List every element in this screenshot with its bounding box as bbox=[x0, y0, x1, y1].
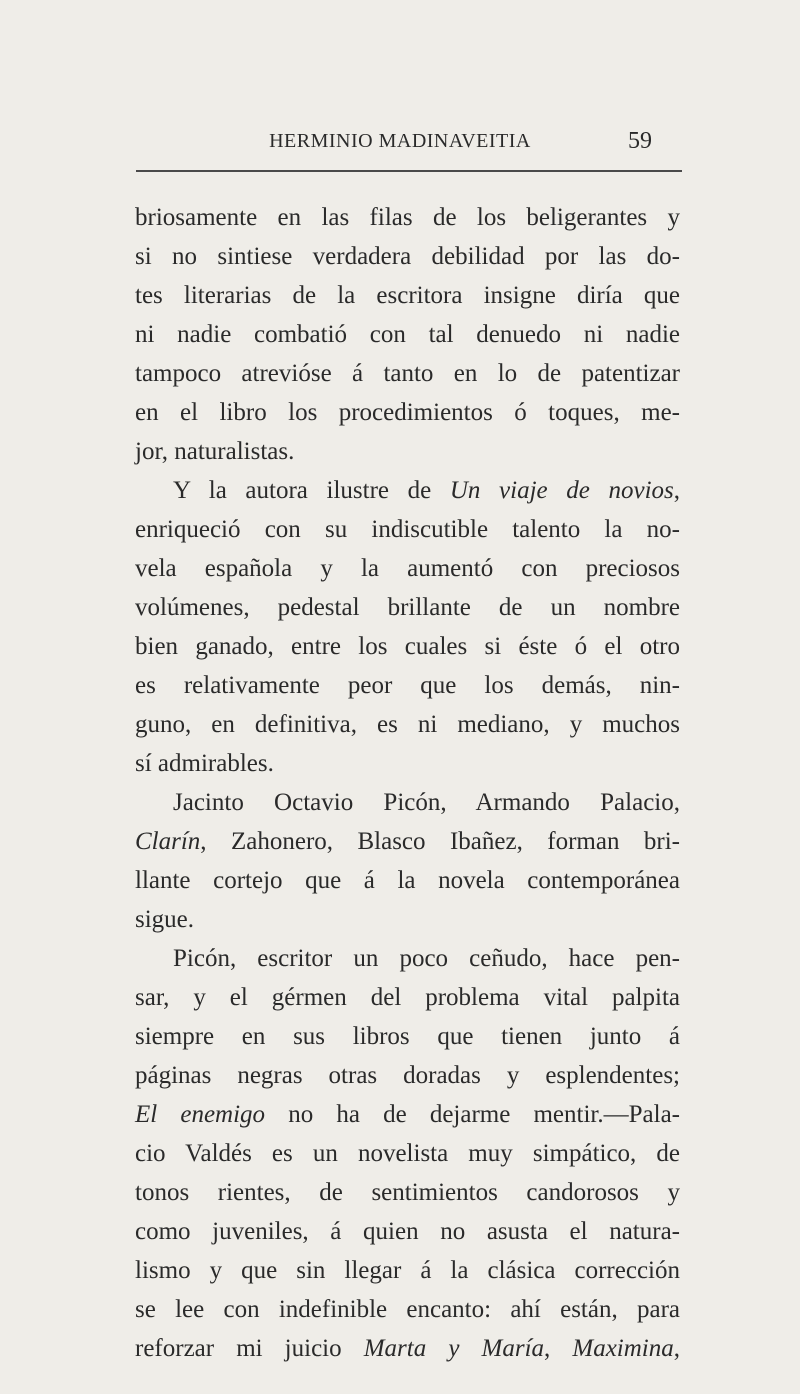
text-line: guno, en definitiva, es ni mediano, y muchos bbox=[135, 711, 680, 738]
text-line: cio Valdés es un novelista muy simpático, de bbox=[135, 1140, 680, 1167]
text-fragment: no ha de dejarme mentir.—Pala- bbox=[265, 1101, 680, 1128]
text-line: ni nadie combatió con tal denuedo ni nadie bbox=[135, 321, 680, 348]
book-title: Marta y María bbox=[363, 1335, 545, 1362]
text-line: bien ganado, entre los cuales si éste ó el otro bbox=[135, 633, 680, 660]
running-title: HERMINIO MADINAVEITIA bbox=[269, 130, 531, 152]
text-line: jor, naturalistas. bbox=[135, 438, 295, 465]
book-title: El enemigo bbox=[135, 1101, 266, 1128]
text-fragment: , bbox=[673, 477, 680, 504]
page-header bbox=[0, 128, 800, 158]
text-line bbox=[135, 822, 680, 861]
book-title: Un viaje de novios bbox=[449, 477, 674, 504]
text-line: enriqueció con su indiscutible talento la no- bbox=[135, 516, 680, 543]
text-fragment: , bbox=[544, 1335, 573, 1362]
text-line bbox=[135, 471, 680, 510]
text-line: tonos rientes, de sentimientos candorosos y bbox=[135, 1179, 680, 1206]
text-line: Jacinto Octavio Picón, Armando Palacio, bbox=[173, 789, 680, 816]
text-line: como juveniles, á quien no asusta el natura- bbox=[135, 1218, 680, 1245]
text-line: volúmenes, pedestal brillante de un nombre bbox=[135, 594, 680, 621]
text-fragment: reforzar mi juicio bbox=[135, 1335, 364, 1362]
body-text bbox=[135, 198, 680, 1368]
text-line: sigue. bbox=[135, 906, 195, 933]
text-line: tes literarias de la escritora insigne diría que bbox=[135, 282, 680, 309]
text-line: si no sintiese verdadera debilidad por las do- bbox=[135, 243, 680, 270]
text-fragment: , Zahonero, Blasco Ibañez, forman bri- bbox=[200, 828, 680, 855]
text-line: Picón, escritor un poco ceñudo, hace pen- bbox=[173, 945, 680, 972]
text-fragment: Y la autora ilustre de bbox=[173, 477, 450, 504]
text-line: tampoco atrevióse á tanto en lo de patentizar bbox=[135, 360, 680, 387]
text-line: vela española y la aumentó con preciosos bbox=[135, 555, 680, 582]
text-line: siempre en sus libros que tienen junto á bbox=[135, 1023, 680, 1050]
author-name: Clarín bbox=[135, 828, 201, 855]
text-line: se lee con indefinible encanto: ahí están, para bbox=[135, 1296, 680, 1323]
header-rule bbox=[136, 170, 682, 172]
text-line: llante cortejo que á la novela contemporánea bbox=[135, 867, 680, 894]
text-line: sar, y el gérmen del problema vital palpita bbox=[135, 984, 680, 1011]
text-line: briosamente en las filas de los beligerantes y bbox=[135, 204, 680, 231]
text-line bbox=[135, 1329, 680, 1368]
book-title: Maximina bbox=[572, 1335, 674, 1362]
text-fragment: , bbox=[673, 1335, 680, 1362]
text-line: es relativamente peor que los demás, nin- bbox=[135, 672, 680, 699]
text-line: en el libro los procedimientos ó toques, me- bbox=[135, 399, 680, 426]
text-line bbox=[135, 1095, 680, 1134]
text-line: lismo y que sin llegar á la clásica corrección bbox=[135, 1257, 680, 1284]
text-line: sí admirables. bbox=[135, 750, 274, 777]
page-number: 59 bbox=[628, 128, 652, 154]
text-line: páginas negras otras doradas y esplendentes; bbox=[135, 1062, 680, 1089]
